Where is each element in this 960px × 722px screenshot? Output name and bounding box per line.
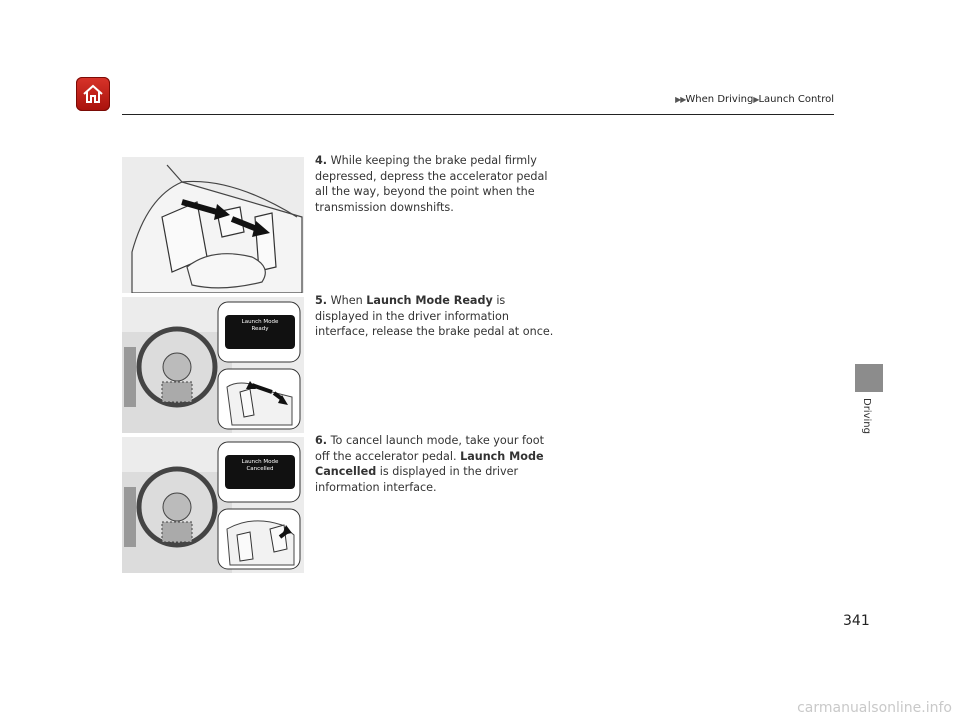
section-tab[interactable] [855,364,883,392]
step-text: While keeping the brake pedal firmly depressed, depress the accelerator pedal all the way, beyond the point when the transmission downshifts. [315,154,548,214]
breadcrumb-arrow-icon: ▶▶ [675,95,686,104]
header-rule [122,114,834,115]
step-4 [315,153,560,215]
display-launch-mode-cancelled: Launch Mode Cancelled [241,459,279,472]
figure-launch-mode-cancelled [122,437,304,573]
breadcrumb-item-launch-control: Launch Control [758,94,834,105]
step-text-post: is displayed in the driver information interface, release the brake pedal at once. [315,294,554,338]
step-number: 4. [315,154,328,167]
watermark: carmanualsonline.info [797,700,952,716]
home-icon [81,82,105,106]
step-text-bold: Launch Mode Cancelled [315,449,544,478]
step-text-pre: To cancel launch mode, take your foot off the accelerator pedal. [315,434,545,463]
step-text-pre: When [330,294,367,307]
breadcrumb-arrow-icon: ▶ [753,95,759,104]
step-number: 6. [315,434,328,447]
page-number: 341 [843,613,870,629]
section-label: Driving [861,398,872,434]
step-6 [315,433,560,495]
home-button[interactable] [76,77,110,111]
step-text-bold: Launch Mode Ready [366,294,493,307]
step-number: 5. [315,294,328,307]
step-5 [315,293,560,340]
breadcrumb [675,94,834,105]
step-text-post: is displayed in the driver information interface. [315,465,519,494]
breadcrumb-item-when-driving[interactable]: When Driving [685,94,754,105]
figure-launch-mode-ready [122,297,304,433]
display-launch-mode-ready: Launch Mode Ready [241,319,279,332]
figure-pedals [122,157,304,293]
